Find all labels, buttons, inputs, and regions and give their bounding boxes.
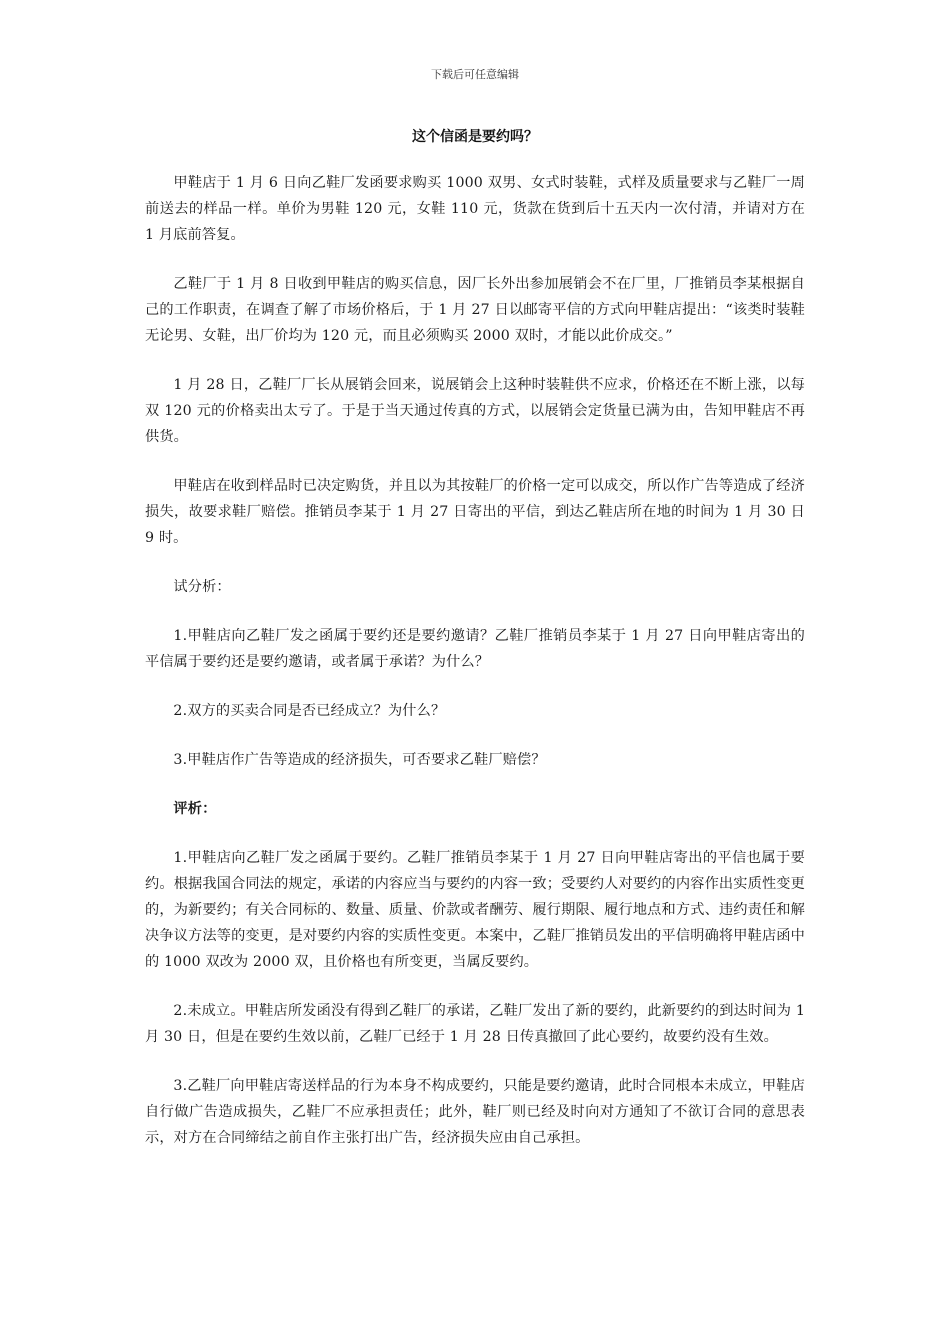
case-paragraph-2: 乙鞋厂于 1 月 8 日收到甲鞋店的购买信息，因厂长外出参加展销会不在厂里，厂推销员李某根据自己的工作职责，在调查了解了市场价格后，于 1 月 27 日以邮寄平信的方式向甲鞋店提出：“该类时装鞋无论男、女鞋，出厂价均为 120 元，而且必须购买 2000 双时，才能以此价成交。”	[145, 276, 805, 344]
analysis-heading: 评析：	[173, 801, 217, 817]
answer-1: 1.甲鞋店向乙鞋厂发之函属于要约。乙鞋厂推销员李某于 1 月 27 日向甲鞋店寄出的平信也属于要约。根据我国合同法的规定，承诺的内容应当与要约的内容一致；受要约人对要约的内容作出实质性变更的，为新要约；有关合同标的、数量、质量、价款或者酬劳、履行期限、履行地点和方式、违约责任和解决争议方法等的变更，是对要约内容的实质性变更。本案中，乙鞋厂推销员发出的平信明确将甲鞋店函中的 1000 双改为 2000 双，且价格也有所变更，当属反要约。	[145, 850, 805, 970]
document-body	[145, 170, 805, 1174]
questions-intro: 试分析：	[173, 579, 231, 595]
case-paragraph-1: 甲鞋店于 1 月 6 日向乙鞋厂发函要求购买 1000 双男、女式时装鞋，式样及质量要求与乙鞋厂一周前送去的样品一样。单价为男鞋 120 元，女鞋 110 元，货款在货到后十五天内一次付清，并请对方在 1 月底前答复。	[145, 175, 805, 243]
question-3: 3.甲鞋店作广告等造成的经济损失，可否要求乙鞋厂赔偿？	[173, 752, 546, 768]
question-2: 2.双方的买卖合同是否已经成立？为什么？	[173, 703, 446, 719]
answer-2: 2.未成立。甲鞋店所发函没有得到乙鞋厂的承诺，乙鞋厂发出了新的要约，此新要约的到达时间为 1 月 30 日，但是在要约生效以前，乙鞋厂已经于 1 月 28 日传真撤回了此心要约，故要约没有生效。	[145, 1003, 805, 1045]
case-paragraph-4: 甲鞋店在收到样品时已决定购货，并且以为其按鞋厂的价格一定可以成交，所以作广告等造成了经济损失，故要求鞋厂赔偿。推销员李某于 1 月 27 日寄出的平信，到达乙鞋店所在地的时间为 1 月 30 日 9 时。	[145, 478, 805, 546]
document-title: 这个信函是要约吗？	[412, 129, 538, 145]
answer-3: 3.乙鞋厂向甲鞋店寄送样品的行为本身不构成要约，只能是要约邀请，此时合同根本未成立，甲鞋店自行做广告造成损失，乙鞋厂不应承担责任；此外，鞋厂则已经及时向对方通知了不欲订合同的意思表示，对方在合同缔结之前自作主张打出广告，经济损失应由自己承担。	[145, 1078, 805, 1146]
case-paragraph-3: 1 月 28 日，乙鞋厂厂长从展销会回来，说展销会上这种时装鞋供不应求，价格还在不断上涨，以每双 120 元的价格卖出太亏了。于是于当天通过传真的方式，以展销会定货量已满为由，告知甲鞋店不再供货。	[145, 377, 805, 445]
question-1: 1.甲鞋店向乙鞋厂发之函属于要约还是要约邀请？乙鞋厂推销员李某于 1 月 27 日向甲鞋店寄出的平信属于要约还是要约邀请，或者属于承诺？为什么？	[145, 628, 805, 670]
page-header: 下载后可任意编辑	[431, 68, 519, 81]
